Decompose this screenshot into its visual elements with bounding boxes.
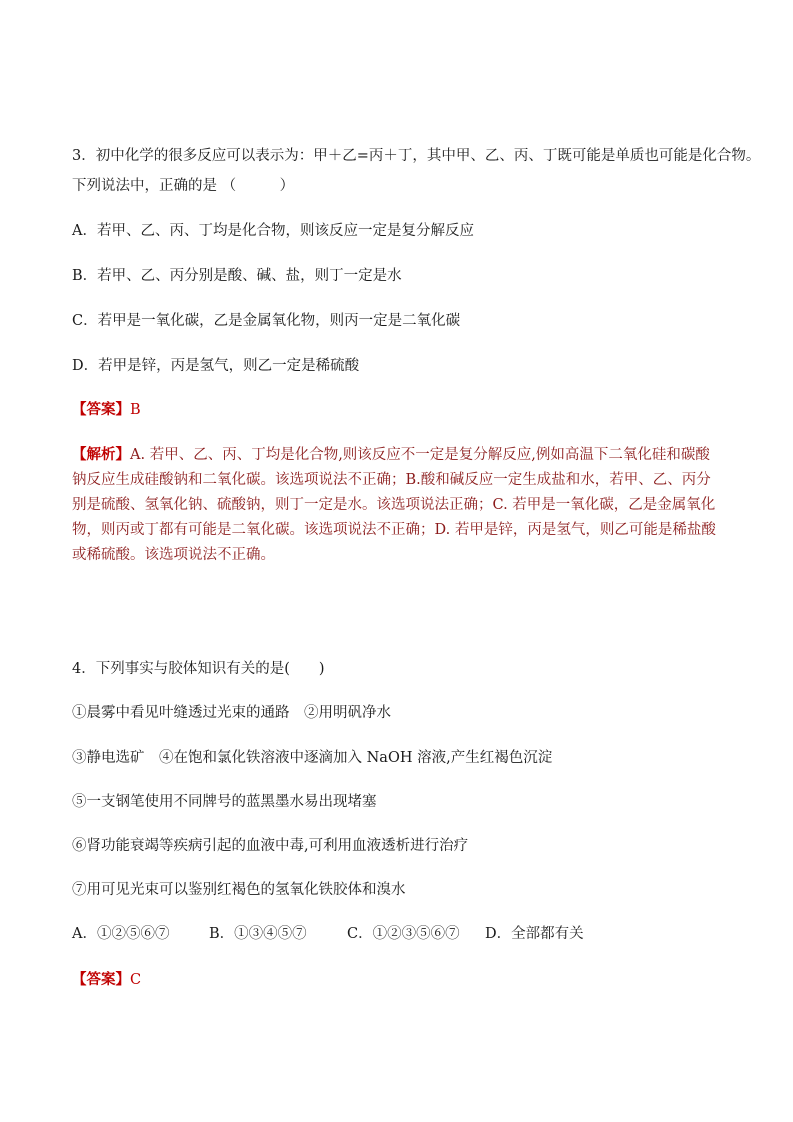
q3-option-a: A．若甲、乙、丙、丁均是化合物，则该反应一定是复分解反应 (72, 223, 474, 239)
q4-option-a: A．①②⑤⑥⑦ (72, 926, 170, 942)
q3-stem-line2: 下列说法中，正确的是 （ ） (72, 178, 295, 194)
q3-answer (72, 400, 141, 420)
q4-answer (72, 970, 141, 990)
q4-item-1: ①晨雾中看见叶缝透过光束的通路 ②用明矾净水 (72, 705, 391, 721)
q4-item-4: ⑥肾功能衰竭等疾病引起的血液中毒,可利用血液透析进行治疗 (72, 838, 469, 854)
q3-answer-value: B (130, 402, 141, 418)
q4-answer-value: C (130, 972, 142, 988)
q3-explanation (72, 442, 724, 568)
q3-stem-line1: 3．初中化学的很多反应可以表示为：甲＋乙=丙＋丁，其中甲、乙、丙、丁既可能是单质也可能是化合物。 (72, 148, 761, 164)
q3-answer-tag: 【答案】 (72, 401, 130, 418)
q4-stem: 4．下列事实与胶体知识有关的是( ) (72, 661, 325, 677)
q3-option-b: B．若甲、乙、丙分别是酸、碱、盐，则丁一定是水 (72, 268, 402, 284)
q3-option-c: C．若甲是一氧化碳，乙是金属氧化物，则丙一定是二氧化碳 (72, 313, 461, 329)
q4-option-b: B．①③④⑤⑦ (209, 926, 307, 942)
q3-option-d: D．若甲是锌，丙是氢气，则乙一定是稀硫酸 (72, 358, 360, 374)
q3-explanation-text: A. 若甲、乙、丙、丁均是化合物,则该反应不一定是复分解反应,例如高温下二氧化硅和碳酸钠反应生成硅酸钠和二氧化碳。该选项说法不正确；B.酸和碱反应一定生成盐和水，若甲、乙、丙分别是硫酸、氢氧化钠、硫酸钠，则丁一定是水。该选项说法正确；C. 若甲是一氧化碳，乙是金属氧化物，则丙或丁都有可能是二氧化碳。该选项说法不正确；D. 若甲是锌，丙是氢气，则乙可能是稀盐酸或稀硫酸。该选项说法不正确。 (72, 447, 716, 563)
q4-option-d: D．全部都有关 (485, 926, 584, 942)
q4-item-3: ⑤一支钢笔使用不同牌号的蓝黑墨水易出现堵塞 (72, 794, 377, 810)
q3-explanation-tag: 【解析】 (72, 446, 130, 463)
q4-answer-tag: 【答案】 (72, 971, 130, 988)
q4-item-2: ③静电选矿 ④在饱和氯化铁溶液中逐滴加入 NaOH 溶液,产生红褐色沉淀 (72, 750, 553, 766)
q4-option-c: C．①②③⑤⑥⑦ (347, 926, 460, 942)
q4-item-5: ⑦用可见光束可以鉴别红褐色的氢氧化铁胶体和溴水 (72, 882, 406, 898)
